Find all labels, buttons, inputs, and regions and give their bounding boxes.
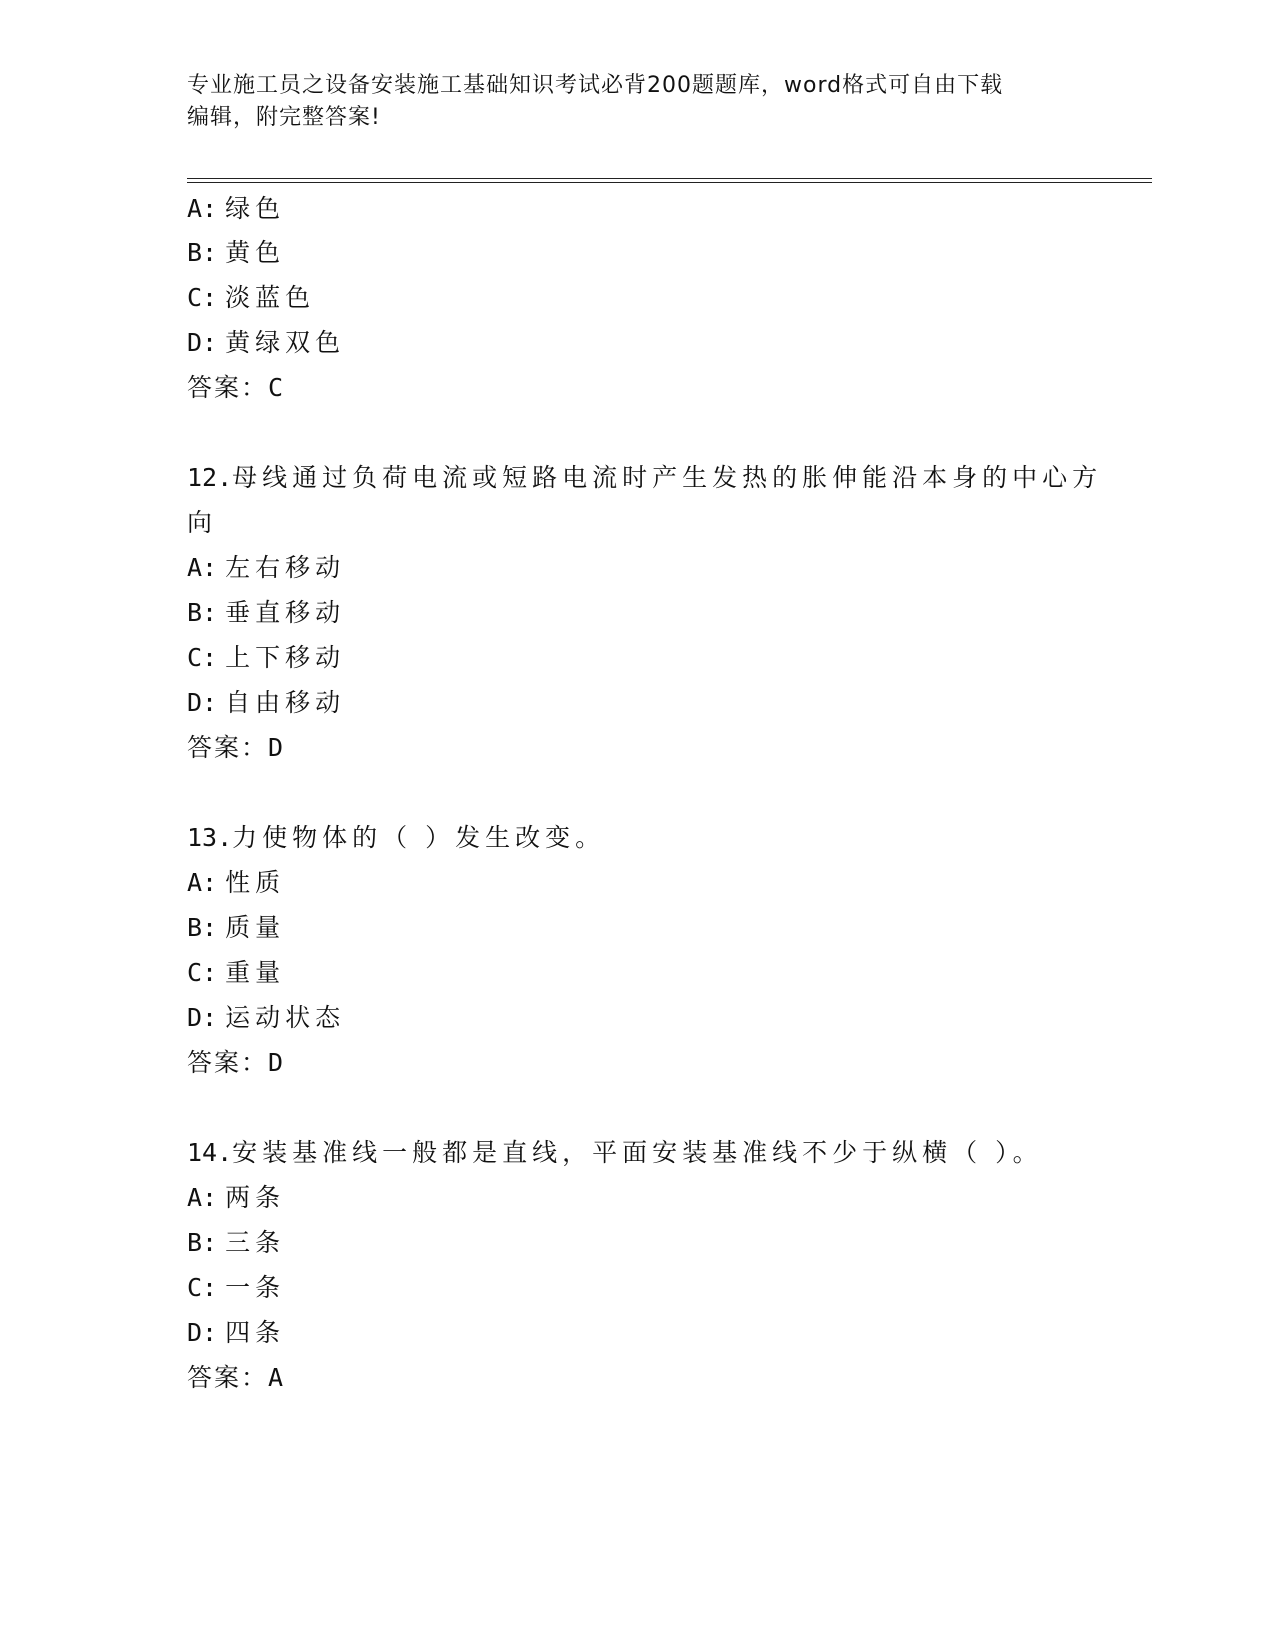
q14-option-c: C: 一条 (187, 1273, 286, 1302)
q14-option-d: D: 四条 (187, 1318, 286, 1347)
q13-option-c: C: 重量 (187, 958, 286, 987)
q14-option-b: B: 三条 (187, 1228, 286, 1257)
q14-option-a: A: 两条 (187, 1183, 286, 1212)
q12-option-a: A: 左右移动 (187, 553, 346, 582)
q12-answer: 答案：D (187, 733, 284, 762)
q11-option-d: D: 黄绿双色 (187, 328, 346, 357)
q12-option-d: D: 自由移动 (187, 688, 346, 717)
q14-question: 14.安装基准线一般都是直线，平面安装基准线不少于纵横（ ）。 (187, 1138, 1043, 1167)
q12-question-line-2: 向 (187, 508, 218, 537)
q13-option-a: A: 性质 (187, 868, 286, 897)
q12-option-c: C: 上下移动 (187, 643, 346, 672)
header-divider-top (187, 178, 1152, 179)
q11-answer: 答案：C (187, 373, 284, 402)
q13-answer: 答案：D (187, 1048, 284, 1077)
q12-option-b: B: 垂直移动 (187, 598, 346, 627)
q13-option-d: D: 运动状态 (187, 1003, 346, 1032)
q13-question: 13.力使物体的（ ）发生改变。 (187, 823, 606, 852)
q13-option-b: B: 质量 (187, 913, 286, 942)
q11-option-c: C: 淡蓝色 (187, 283, 316, 312)
q11-option-a: A: 绿色 (187, 194, 286, 223)
q14-answer: 答案：A (187, 1363, 284, 1392)
header-divider-bottom (187, 182, 1152, 183)
header-line-1: 专业施工员之设备安装施工基础知识考试必背200题题库，word格式可自由下载 (187, 73, 1004, 98)
header-line-2: 编辑，附完整答案! (187, 105, 381, 130)
document-header (187, 70, 1067, 134)
q12-question-line-1: 12.母线通过负荷电流或短路电流时产生发热的胀伸能沿本身的中心方 (187, 463, 1103, 492)
q11-option-b: B: 黄色 (187, 238, 286, 267)
